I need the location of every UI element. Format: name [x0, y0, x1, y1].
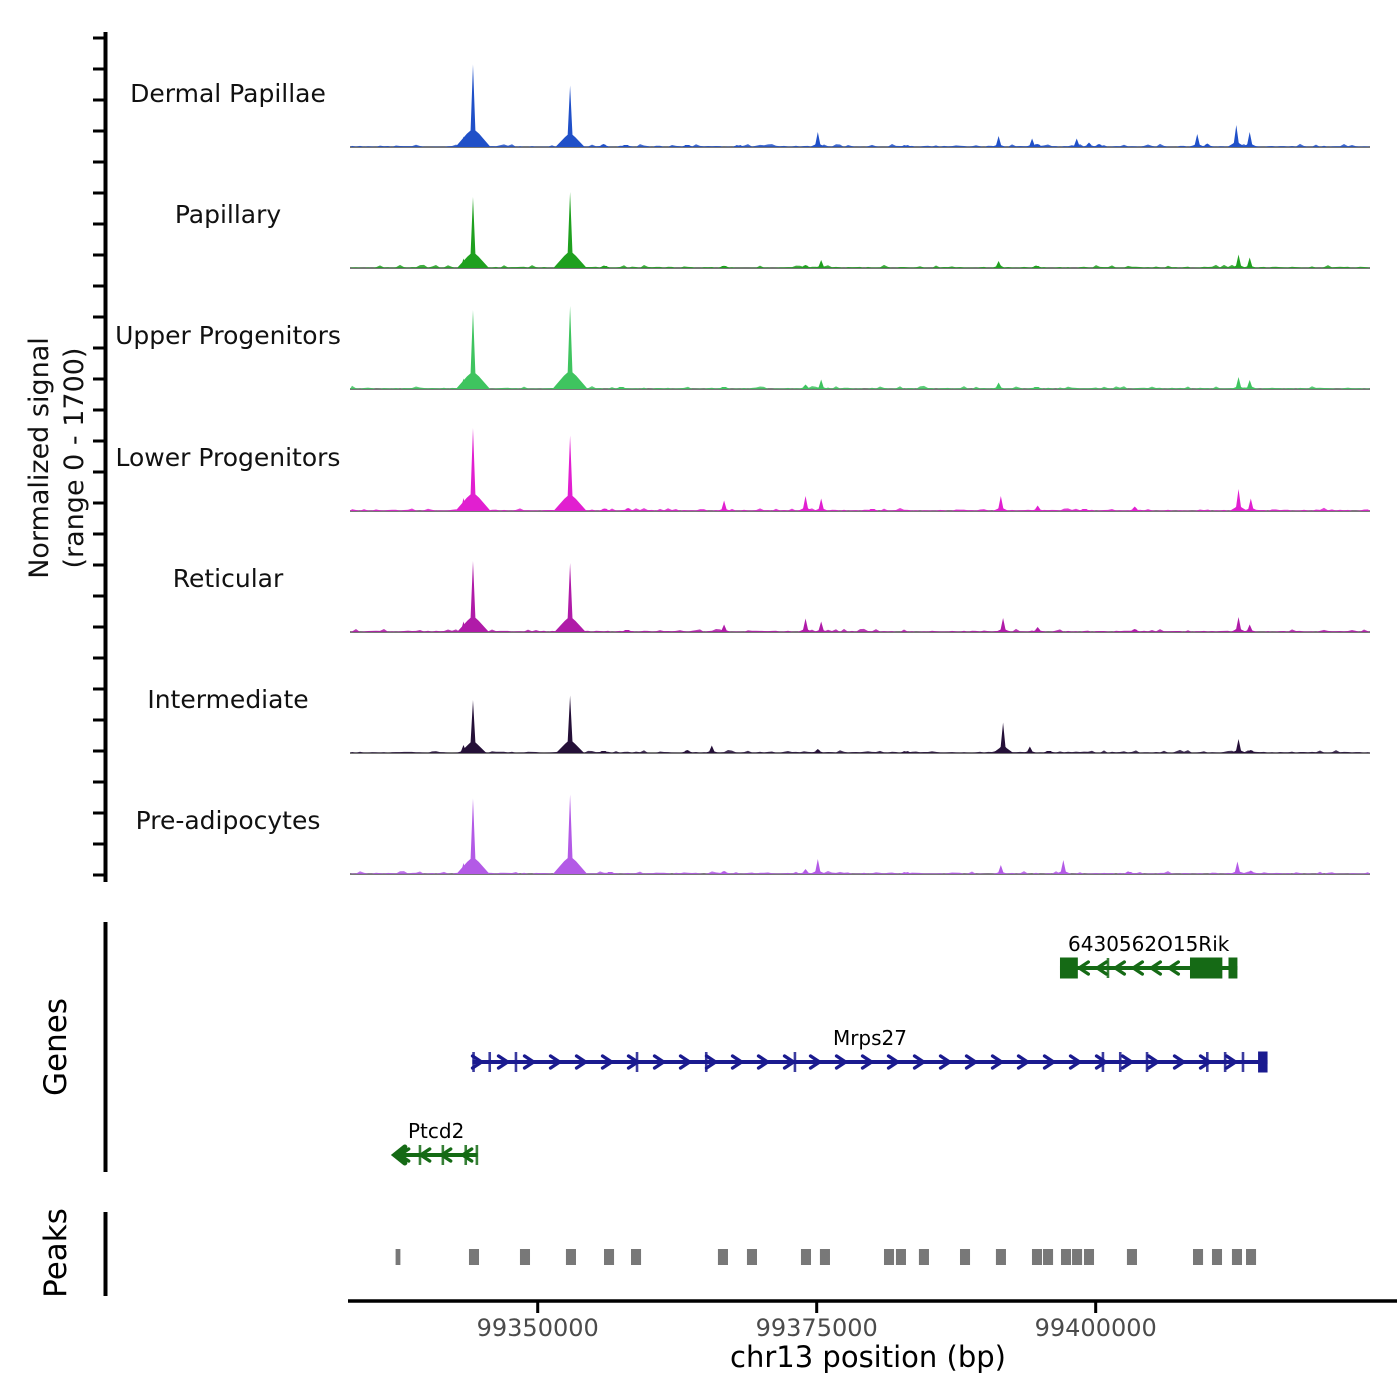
- signal-peak: [799, 385, 812, 390]
- signal-track-lower-progenitors: [350, 428, 1370, 511]
- signal-peak: [1030, 266, 1043, 268]
- signal-peak: [900, 751, 912, 753]
- called-peak-box: [820, 1249, 830, 1265]
- signal-peak: [554, 436, 587, 512]
- y-axis-label-line1: Normalized signal: [23, 337, 55, 579]
- peaks-section-label: Peaks: [38, 1208, 74, 1298]
- signal-peak: [1243, 625, 1257, 633]
- signal-peak: [681, 750, 694, 753]
- signal-track-dermal-papillae: [350, 65, 1370, 148]
- signal-peak: [1227, 125, 1245, 147]
- signal-peak: [718, 871, 731, 874]
- signal-peak: [598, 266, 611, 268]
- signal-peak: [1201, 144, 1214, 148]
- track-noise: [350, 265, 1370, 268]
- called-peak-box: [396, 1249, 401, 1265]
- signal-peak: [1128, 629, 1141, 632]
- gene-name-label: Ptcd2: [407, 1119, 465, 1143]
- signal-peak: [993, 496, 1009, 511]
- signal-peak: [554, 563, 585, 632]
- signal-peak: [456, 799, 489, 875]
- signal-peak: [717, 501, 732, 512]
- track-label-dermal-papillae: Dermal Papillae: [130, 79, 326, 108]
- called-peak-box: [1212, 1249, 1222, 1265]
- signal-peak: [555, 86, 584, 148]
- signal-peak: [597, 144, 610, 147]
- called-peak-box: [896, 1249, 906, 1265]
- called-peak-box: [1043, 1249, 1053, 1265]
- signal-peak: [813, 499, 829, 512]
- signal-peak: [1230, 617, 1246, 632]
- called-peak-box: [520, 1249, 530, 1265]
- called-peak-box: [919, 1249, 929, 1265]
- track-label-lower-progenitors: Lower Progenitors: [115, 443, 341, 472]
- called-peak-box: [1032, 1249, 1042, 1265]
- signal-peak: [1229, 489, 1247, 511]
- signal-peak: [1230, 862, 1246, 875]
- signal-peak: [598, 509, 611, 512]
- track-label-intermediate: Intermediate: [147, 685, 309, 714]
- signal-peak: [1242, 258, 1257, 269]
- signal-peak: [992, 261, 1006, 268]
- track-noise: [350, 629, 1370, 632]
- signal-peak: [810, 859, 826, 874]
- called-peak-box: [801, 1249, 811, 1265]
- signal-peak: [810, 132, 826, 147]
- gene-exon-block: [1190, 958, 1222, 979]
- called-peak-box: [1127, 1249, 1137, 1265]
- signal-peak: [621, 630, 634, 632]
- signal-track-intermediate: [350, 696, 1370, 754]
- signal-peak: [681, 145, 694, 147]
- called-peak-box: [1061, 1249, 1071, 1265]
- signal-track-pre-adipocytes: [350, 795, 1370, 875]
- x-tick-label: 99350000: [476, 1314, 599, 1342]
- signal-peak: [1055, 860, 1071, 874]
- called-peak-box: [884, 1249, 894, 1265]
- signal-peak: [1082, 143, 1095, 148]
- track-label-pre-adipocytes: Pre-adipocytes: [135, 806, 321, 835]
- signal-peak: [811, 749, 824, 753]
- signal-peak: [1123, 872, 1136, 874]
- signal-peak: [1243, 499, 1259, 512]
- called-peak-box: [566, 1249, 576, 1265]
- gene-name-label: 6430562O15Rik: [1068, 932, 1230, 956]
- called-peak-box: [1193, 1249, 1203, 1265]
- gene-mrps27: [472, 1026, 1267, 1073]
- genes-section-label: Genes: [38, 998, 74, 1096]
- gene-exon-block: [1258, 1052, 1267, 1073]
- track-label-reticular: Reticular: [172, 564, 284, 593]
- signal-peak: [1128, 507, 1141, 512]
- x-tick-label: 99400000: [1034, 1314, 1157, 1342]
- x-axis-title: chr13 position (bp): [730, 1340, 1006, 1374]
- signal-track-papillary: [350, 192, 1370, 268]
- called-peak-box: [604, 1249, 614, 1265]
- y-axis-label: [22, 337, 92, 579]
- signal-peak: [455, 428, 490, 511]
- signal-peak: [615, 387, 628, 389]
- signal-peak: [1043, 751, 1056, 753]
- signal-peak: [553, 192, 586, 268]
- track-noise: [350, 386, 1370, 389]
- signal-peak: [1023, 747, 1037, 754]
- signal-peak: [718, 387, 731, 389]
- signal-peak: [718, 266, 731, 268]
- gene-6430562o15rik: [1060, 932, 1237, 979]
- called-peak-box: [747, 1249, 757, 1265]
- signal-peak: [993, 723, 1014, 754]
- track-label-upper-progenitors: Upper Progenitors: [115, 321, 341, 350]
- signal-peak: [1078, 509, 1091, 511]
- signal-peak: [705, 746, 719, 754]
- called-peak-box: [1072, 1249, 1082, 1265]
- signal-peak: [460, 700, 487, 753]
- gene-name-label: Mrps27: [832, 1026, 908, 1050]
- x-tick-label: 99375000: [755, 1314, 878, 1342]
- track-label-papillary: Papillary: [174, 200, 282, 229]
- signal-track-upper-progenitors: [350, 306, 1370, 389]
- called-peak-box: [1232, 1249, 1242, 1265]
- signal-peak: [456, 310, 490, 389]
- signal-peak: [994, 865, 1009, 874]
- gene-exon-block: [1060, 958, 1078, 979]
- signal-track-reticular: [350, 561, 1370, 632]
- signal-peak: [1189, 134, 1205, 147]
- signal-peak: [992, 383, 1006, 390]
- signal-peak: [900, 145, 912, 147]
- y-axis-label-line2: (range 0 - 1700): [59, 347, 90, 569]
- called-peak-box: [631, 1249, 641, 1265]
- gene-exon-block: [1228, 958, 1237, 979]
- signal-peak: [622, 508, 635, 511]
- signal-peak: [556, 696, 584, 754]
- called-peak-box: [469, 1249, 479, 1265]
- signal-peak: [995, 618, 1011, 632]
- signal-peak: [991, 136, 1006, 147]
- signal-peak: [457, 197, 489, 268]
- signal-peak: [1231, 377, 1246, 389]
- gene-ptcd2: [395, 1119, 478, 1165]
- called-peak-box: [1084, 1249, 1094, 1265]
- signal-peak: [1231, 739, 1247, 753]
- signal-peak: [553, 795, 587, 875]
- called-peak-box: [718, 1249, 728, 1265]
- signal-peak: [457, 561, 489, 632]
- signal-peak: [455, 65, 490, 148]
- called-peak-box: [1246, 1249, 1256, 1265]
- called-peak-box: [960, 1249, 970, 1265]
- called-peak-box: [996, 1249, 1006, 1265]
- signal-peak: [552, 306, 587, 389]
